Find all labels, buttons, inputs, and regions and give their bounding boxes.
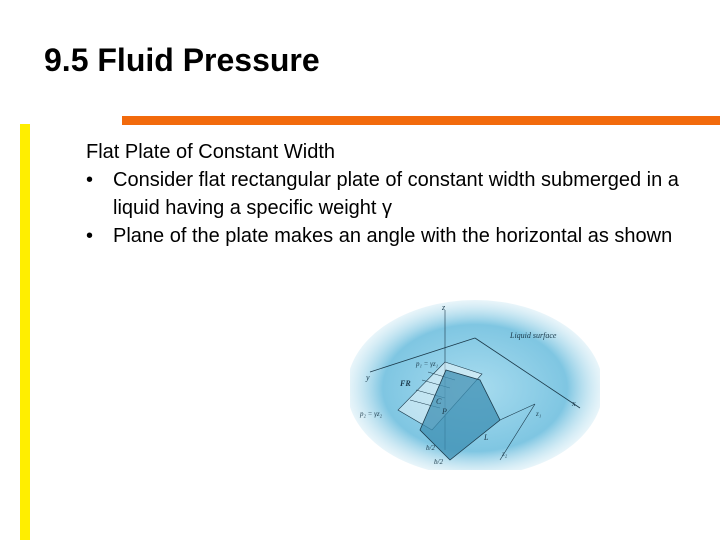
label-z1: z₁ <box>536 410 542 418</box>
submerged-plate-figure <box>350 300 600 470</box>
label-p2: p₂ = γz₂ <box>360 410 383 418</box>
bullet-icon: • <box>86 225 94 247</box>
bullet-text: Plane of the plate makes an angle with the horizontal as shown <box>113 225 673 247</box>
label-p: P <box>442 407 447 416</box>
label-z2: z₂ <box>502 450 508 458</box>
bullet-list <box>86 166 706 250</box>
label-fr: FR <box>400 379 411 388</box>
bullet-item <box>86 166 706 222</box>
bullet-text: Consider flat rectangular plate of constant width submerged in a liquid having a specific weight γ <box>113 169 679 219</box>
label-b-half-2: b/2 <box>434 458 443 466</box>
side-accent-bar <box>20 124 30 540</box>
label-x: x <box>572 399 576 408</box>
slide-title: 9.5 Fluid Pressure <box>44 42 320 78</box>
label-z: z <box>442 303 446 312</box>
label-p1: p₁ = γz₁ <box>416 360 439 368</box>
title-underline <box>122 116 720 125</box>
plate-diagram <box>350 300 600 470</box>
bullet-icon: • <box>86 169 94 191</box>
slide-body <box>86 138 706 250</box>
section-heading: Flat Plate of Constant Width <box>86 141 336 163</box>
label-b-half-1: b/2 <box>426 444 435 452</box>
label-y: y <box>366 373 370 382</box>
bullet-item <box>86 222 706 250</box>
label-l: L <box>484 433 489 442</box>
label-c: C <box>436 397 442 406</box>
label-liquid-surface: Liquid surface <box>510 331 557 340</box>
